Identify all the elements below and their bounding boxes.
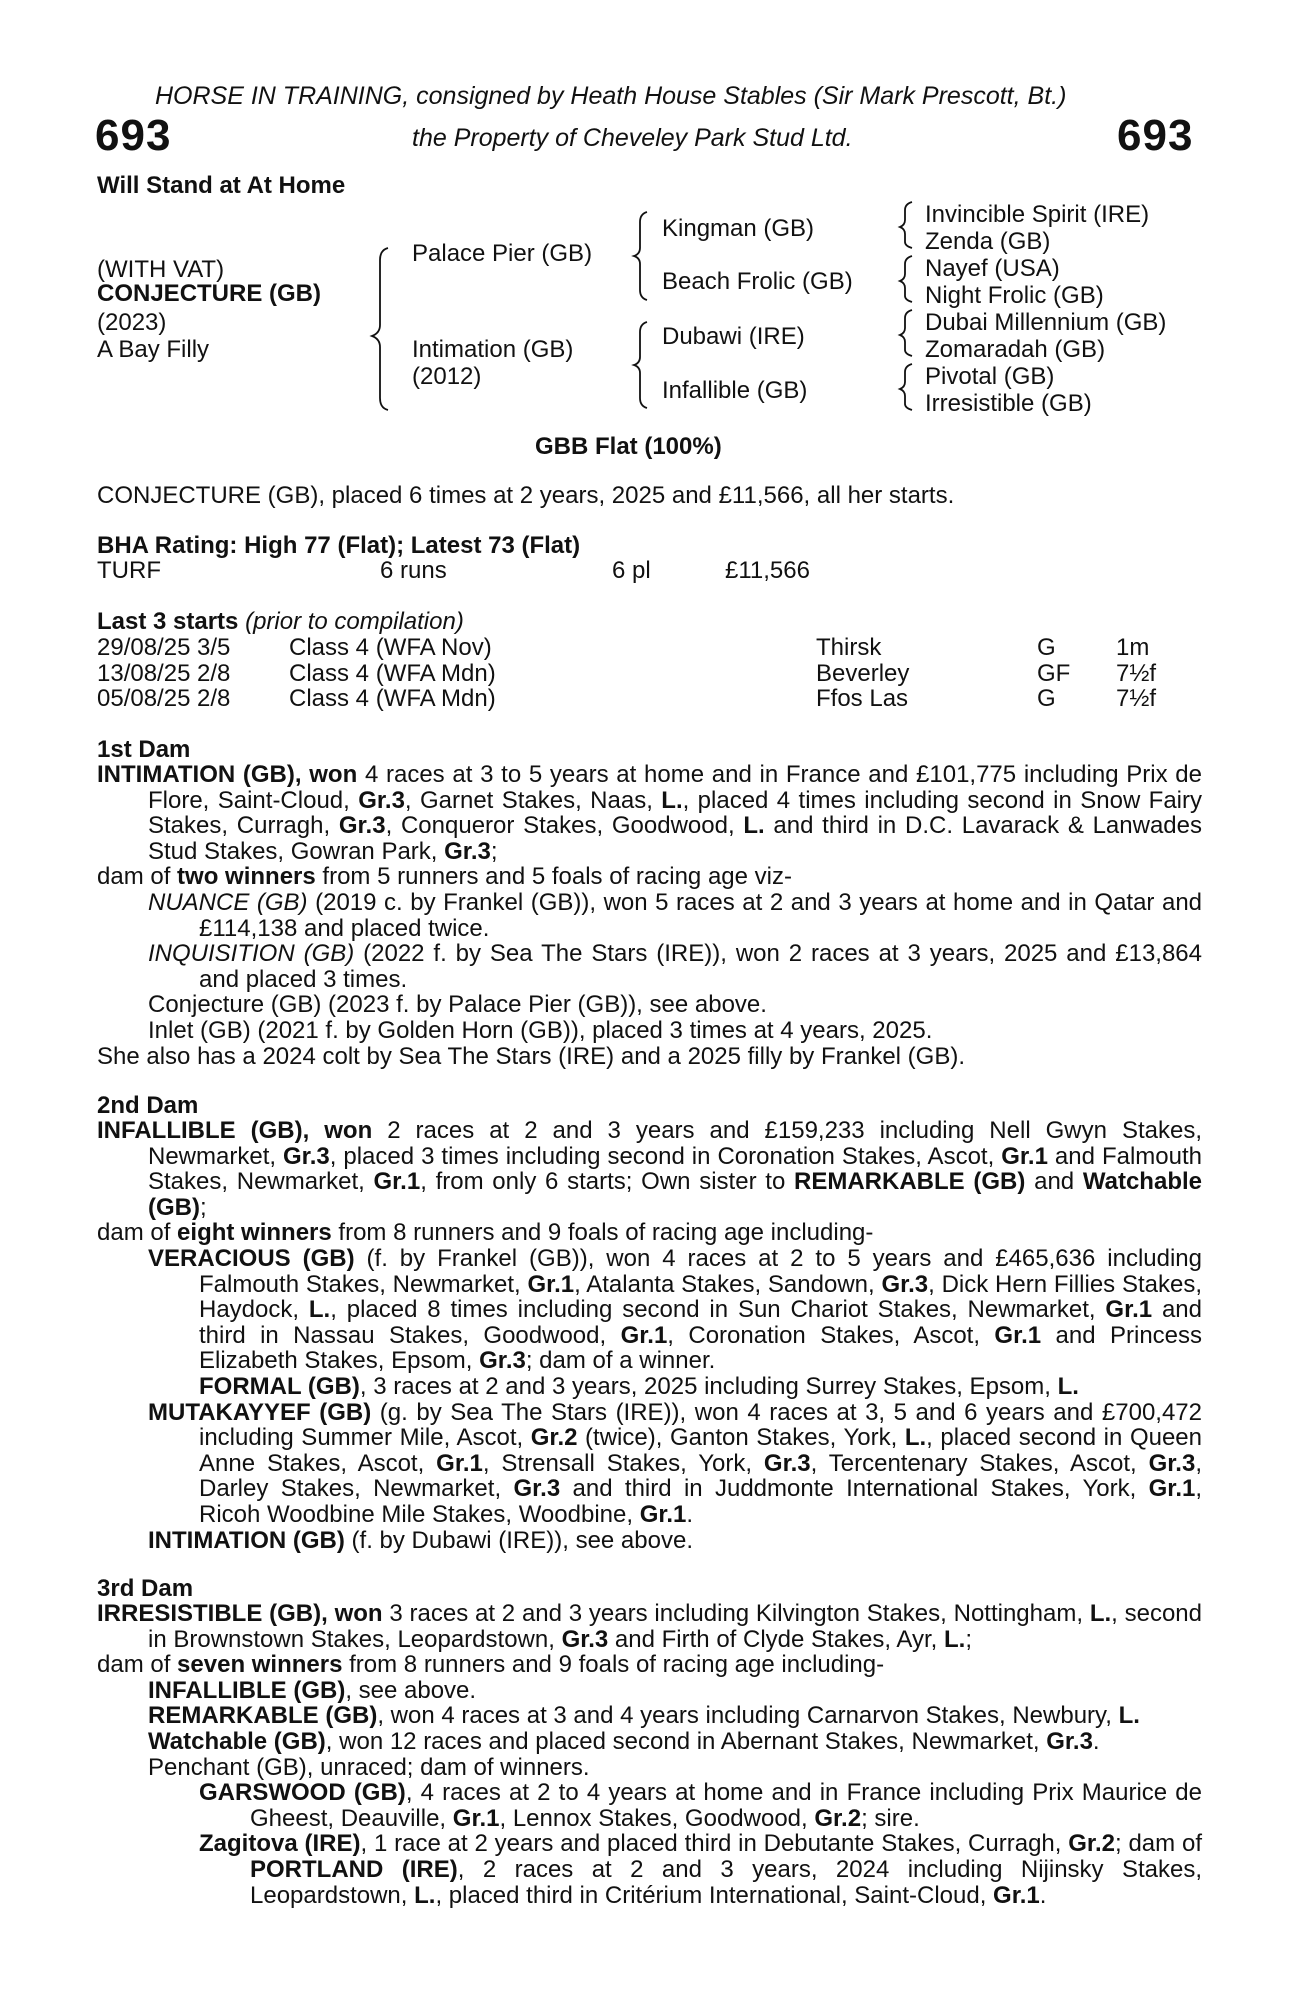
last3-cls: Class 4 (WFA Mdn): [289, 659, 496, 687]
pedigree-ssd: Zenda (GB): [925, 228, 1051, 255]
pedigree-ddd: Irresistible (GB): [925, 390, 1092, 417]
lot-number-left: 693: [95, 111, 172, 160]
dam2-progeny: INTIMATION (GB) (f. by Dubawi (IRE)), see above.: [148, 1526, 693, 1554]
pedigree-dsd: Zomaradah (GB): [925, 336, 1106, 363]
pedigree-sire-sire: Kingman (GB): [662, 215, 815, 242]
bha-runs: 6 runs: [380, 557, 447, 584]
horse-vat: (WITH VAT): [97, 256, 225, 283]
last3-dist: 1m: [1116, 634, 1150, 661]
dam1-also: She also has a 2024 colt by Sea The Stars (IRE) and a 2025 filly by Frankel (GB).: [97, 1042, 965, 1070]
header-consignor: HORSE IN TRAINING, consigned by Heath House Stables (Sir Mark Prescott, Bt.): [155, 82, 1067, 110]
pedigree-sire-dam: Beach Frolic (GB): [662, 268, 853, 295]
last3-date: 29/08/25: [97, 634, 191, 661]
last3-note: (prior to compilation): [245, 608, 464, 635]
pedigree-sire: Palace Pier (GB): [412, 240, 593, 267]
last3-going: GF: [1037, 659, 1071, 687]
dam3-progeny: INFALLIBLE (GB), see above.: [148, 1676, 477, 1704]
horse-description: A Bay Filly: [97, 336, 210, 363]
pedigree-dam-year: (2012): [412, 363, 482, 390]
lot-number-right: 693: [1117, 111, 1194, 160]
last3-heading: [97, 608, 464, 636]
pedigree-dds: Pivotal (GB): [925, 363, 1055, 390]
dam1-dam-of: dam of two winners from 5 runners and 5 foals of racing age viz-: [97, 863, 792, 891]
dam2-section: [97, 1118, 1202, 1553]
last3-course: Ffos Las: [816, 685, 909, 712]
pedigree-dss: Dubai Millennium (GB): [925, 309, 1167, 336]
dam3-heading: 3rd Dam: [97, 1575, 194, 1602]
bha-surface: TURF: [97, 557, 161, 584]
horse-year: (2023): [97, 309, 167, 336]
last3-going: G: [1037, 685, 1056, 712]
last3-course: Beverley: [816, 659, 910, 687]
bha-placed: 6 pl: [612, 557, 651, 584]
last3-title: Last 3 starts: [97, 608, 239, 635]
horse-name: CONJECTURE (GB): [97, 280, 322, 307]
dam2-heading: 2nd Dam: [97, 1092, 199, 1119]
dam1-progeny: NUANCE (GB) (2019 c. by Frankel (GB)), won 5 races at 2 and 3 years at home and in Qatar and £114,138 and placed twice.: [148, 888, 1203, 942]
dam3-progeny: REMARKABLE (GB), won 4 races at 3 and 4 years including Carnarvon Stakes, Newbury, L.: [148, 1702, 1140, 1730]
dam2-dam-of: dam of eight winners from 8 runners and 9 foals of racing age including-: [97, 1219, 874, 1247]
bha-earnings: £11,566: [725, 557, 810, 584]
dam1-progeny: Inlet (GB) (2021 f. by Golden Horn (GB)), placed 3 times at 4 years, 2025.: [148, 1016, 933, 1044]
last3-pos: 3/5: [197, 634, 231, 661]
dam1-section: [97, 762, 1202, 1069]
bha-rating: BHA Rating: High 77 (Flat); Latest 73 (Flat): [97, 532, 581, 559]
dam2-record: INFALLIBLE (GB), won 2 races at 2 and 3 years and £159,233 including Nell Gwyn Stakes, Newmarket, Gr.3, placed 3 times including second in Coronation Stakes, Ascot, Gr.1 and Falmouth Stakes, Newmarket, Gr.1, from only 6 starts; Own sister to REMARKABLE (GB) and Watchable (GB);: [97, 1117, 1203, 1221]
dam3-progeny: Penchant (GB), unraced; dam of winners.: [148, 1753, 590, 1781]
dam3-grandprogeny: GARSWOOD (GB), 4 races at 2 to 4 years at home and in France including Prix Maurice de Gheest, Deauville, Gr.1, Lennox Stakes, Goodwood, Gr.2; sire.: [199, 1779, 1203, 1832]
race-summary: CONJECTURE (GB), placed 6 times at 2 years, 2025 and £11,566, all her starts.: [97, 482, 955, 509]
header-property: the Property of Cheveley Park Stud Ltd.: [412, 124, 853, 152]
last3-cls: Class 4 (WFA Mdn): [289, 685, 496, 712]
dam1-record: INTIMATION (GB), won 4 races at 3 to 5 years at home and in France and £101,775 including Prix de Flore, Saint-Cloud, Gr.3, Garnet Stakes, Naas, L., placed 4 times including second in Snow Fairy Stakes, Curragh, Gr.3, Conqueror Stakes, Goodwood, L. and third in D.C. Lavarack & Lanwades Stud Stakes, Gowran Park, Gr.3;: [97, 761, 1203, 865]
last3-course: Thirsk: [816, 634, 882, 661]
dam3-record: IRRESISTIBLE (GB), won 3 races at 2 and 3 years including Kilvington Stakes, Nottingham, L., second in Brownstown Stakes, Leopardstown, Gr.3 and Firth of Clyde Stakes, Ayr, L.;: [97, 1600, 1202, 1653]
dam3-grandprogeny: Zagitova (IRE), 1 race at 2 years and placed third in Debutante Stakes, Curragh, Gr.2; dam of PORTLAND (IRE), 2 races at 2 and 3 years, 2024 including Nijinsky Stakes, Leopardstown, L., placed third in Critérium International, Saint-Cloud, Gr.1.: [199, 1830, 1203, 1909]
last3-pos: 2/8: [197, 685, 231, 712]
pedigree-dam: Intimation (GB): [412, 336, 574, 363]
pedigree-dam-dam: Infallible (GB): [662, 377, 808, 404]
dam3-progeny: Watchable (GB), won 12 races and placed second in Abernant Stakes, Newmarket, Gr.3.: [148, 1727, 1100, 1755]
last3-dist: 7½f: [1116, 659, 1157, 687]
last3-dist: 7½f: [1116, 685, 1157, 712]
last3-pos: 2/8: [197, 659, 231, 687]
pedigree-sds: Nayef (USA): [925, 255, 1060, 282]
last3-date: 05/08/25: [97, 685, 191, 712]
pedigree-sdd: Night Frolic (GB): [925, 282, 1104, 309]
pedigree-dam-sire: Dubawi (IRE): [662, 323, 805, 350]
gbb-label: GBB Flat (100%): [535, 433, 722, 460]
last3-going: G: [1037, 634, 1056, 661]
dam3-section: [97, 1601, 1202, 1908]
will-stand: Will Stand at At Home: [97, 172, 346, 199]
pedigree-sss: Invincible Spirit (IRE): [925, 201, 1150, 228]
last3-date: 13/08/25: [97, 659, 191, 687]
dam3-dam-of: dam of seven winners from 8 runners and 9 foals of racing age including-: [97, 1651, 885, 1679]
last3-cls: Class 4 (WFA Nov): [289, 634, 492, 661]
dam1-progeny: INQUISITION (GB) (2022 f. by Sea The Stars (IRE)), won 2 races at 3 years, 2025 and £13,864 and placed 3 times.: [148, 940, 1202, 993]
dam1-heading: 1st Dam: [97, 736, 191, 763]
dam2-grandprogeny: FORMAL (GB), 3 races at 2 and 3 years, 2025 including Surrey Stakes, Epsom, L.: [199, 1372, 1079, 1400]
dam2-progeny: MUTAKAYYEF (GB) (g. by Sea The Stars (IRE)), won 4 races at 3, 5 and 6 years and £700,472 including Summer Mile, Ascot, Gr.2 (twice), Ganton Stakes, York, L., placed second in Queen Anne Stakes, Ascot, Gr.1, Strensall Stakes, York, Gr.3, Tercentenary Stakes, Ascot, Gr.3, Darley Stakes, Newmarket, Gr.3 and third in Juddmonte International Stakes, York, Gr.1, Ricoh Woodbine Mile Stakes, Woodbine, Gr.1.: [148, 1398, 1203, 1528]
dam1-progeny: Conjecture (GB) (2023 f. by Palace Pier (GB)), see above.: [148, 991, 767, 1019]
dam2-progeny: VERACIOUS (GB) (f. by Frankel (GB)), won 4 races at 2 to 5 years and £465,636 including Falmouth Stakes, Newmarket, Gr.1, Atalanta Stakes, Sandown, Gr.3, Dick Hern Fillies Stakes, Haydock, L., placed 8 times including second in Sun Chariot Stakes, Newmarket, Gr.1 and third in Nassau Stakes, Goodwood, Gr.1, Coronation Stakes, Ascot, Gr.1 and Princess Elizabeth Stakes, Epsom, Gr.3; dam of a winner.: [148, 1244, 1203, 1375]
